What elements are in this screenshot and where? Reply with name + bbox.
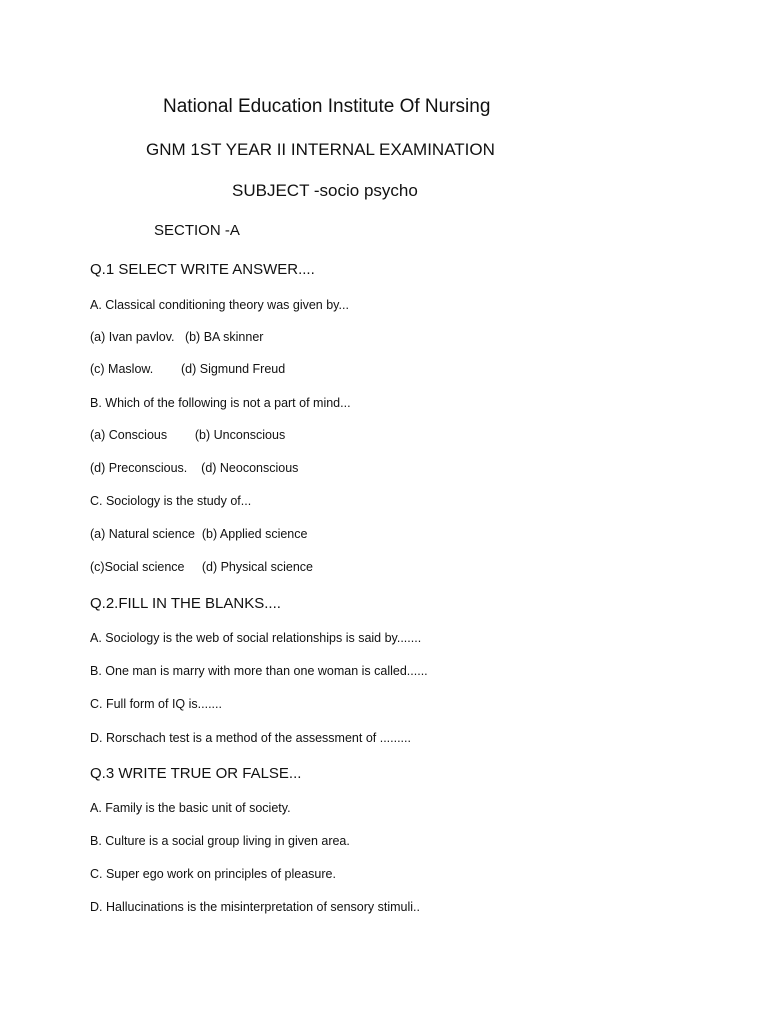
q2-item-a: A. Sociology is the web of social relationships is said by....... (90, 631, 422, 645)
q2-item-d: D. Rorschach test is a method of the assessment of ......... (90, 731, 411, 745)
section-title: SECTION -A (154, 222, 240, 239)
q2-item-b: B. One man is marry with more than one woman is called...... (90, 664, 428, 678)
q1-b-question: B. Which of the following is not a part of mind... (90, 396, 351, 410)
q3-heading: Q.3 WRITE TRUE OR FALSE... (90, 765, 302, 782)
q1-b-options-row-1: (a) Conscious (b) Unconscious (90, 428, 286, 442)
institute-title: National Education Institute Of Nursing (163, 96, 491, 117)
q1-b-options-row-2: (d) Preconscious. (d) Neoconscious (90, 461, 299, 475)
q1-a-options-row-2: (c) Maslow. (d) Sigmund Freud (90, 362, 286, 376)
q3-item-d: D. Hallucinations is the misinterpretation of sensory stimuli.. (90, 900, 420, 914)
q1-c-options-row-1: (a) Natural science (b) Applied science (90, 527, 308, 541)
q3-item-b: B. Culture is a social group living in given area. (90, 834, 350, 848)
q1-c-options-row-2: (c)Social science (d) Physical science (90, 560, 313, 574)
q1-a-options-row-1: (a) Ivan pavlov. (b) BA skinner (90, 330, 264, 344)
exam-title: GNM 1ST YEAR II INTERNAL EXAMINATION (146, 140, 495, 159)
subject-title: SUBJECT -socio psycho (232, 181, 418, 200)
q3-item-a: A. Family is the basic unit of society. (90, 801, 291, 815)
q1-c-question: C. Sociology is the study of... (90, 494, 252, 508)
q2-heading: Q.2.FILL IN THE BLANKS.... (90, 595, 281, 612)
q1-a-question: A. Classical conditioning theory was given by... (90, 298, 349, 312)
q1-heading: Q.1 SELECT WRITE ANSWER.... (90, 261, 315, 278)
q2-item-c: C. Full form of IQ is....... (90, 697, 222, 711)
q3-item-c: C. Super ego work on principles of pleasure. (90, 867, 336, 881)
